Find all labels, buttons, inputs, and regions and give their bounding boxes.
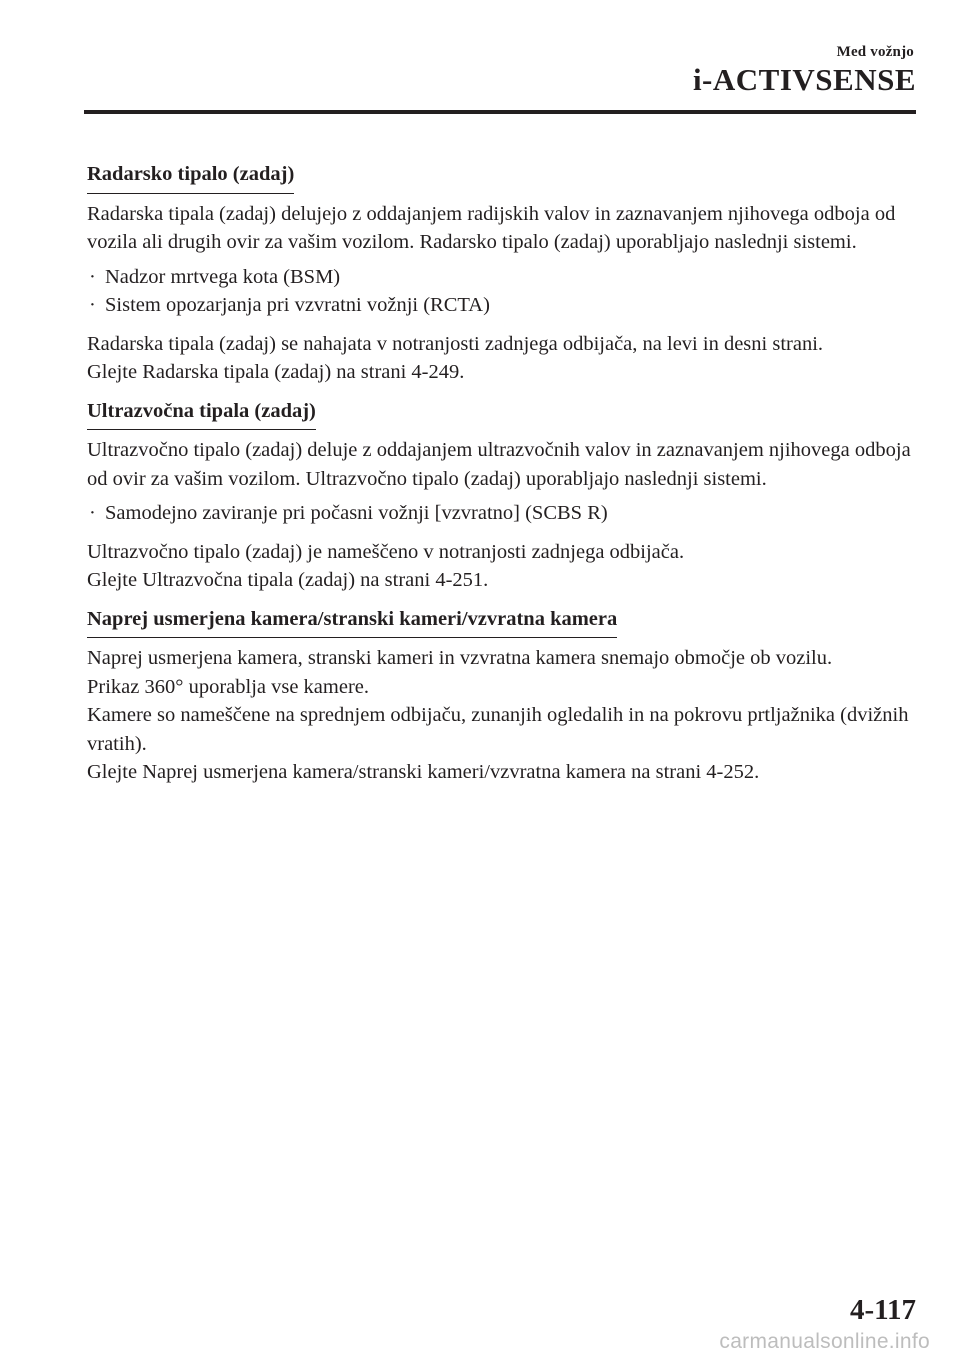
cross-reference: Glejte Naprej usmerjena kamera/stranski kameri/vzvratna kamera na strani 4-252.: [87, 761, 760, 783]
bullet-dot-icon: ·: [89, 502, 96, 524]
paragraph-line: Naprej usmerjena kamera, stranski kameri in vzvratna kamera snemajo območje ob vozilu.: [87, 647, 833, 669]
bullet-dot-icon: ·: [89, 294, 96, 316]
paragraph: [87, 330, 917, 387]
paragraph: [87, 538, 917, 595]
paragraph-line: Radarska tipala (zadaj) se nahajata v notranjosti zadnjega odbijača, na levi in desni strani.: [87, 332, 824, 355]
bullet-list: [87, 263, 917, 320]
paragraph: [87, 644, 917, 787]
section-ultrasonic-sensor: [87, 397, 917, 595]
paragraph-line: Ultrazvočno tipalo (zadaj) je nameščeno v notranjosti zadnjega odbijača.: [87, 540, 685, 563]
bullet-dot-icon: ·: [89, 265, 96, 288]
paragraph-line: Kamere so nameščene na sprednjem odbijaču, zunanjih ogledalih in na pokrovu prtljažnika (dvižnih vratih).: [87, 704, 909, 755]
cross-reference: Glejte Ultrazvočna tipala (zadaj) na strani 4-251.: [87, 569, 489, 591]
section-heading: Naprej usmerjena kamera/stranski kameri/vzvratna kamera: [87, 605, 617, 639]
paragraph: Radarska tipala (zadaj) delujejo z oddajanjem radijskih valov in zaznavanjem njihovega odboja od vozila ali drugih ovir za vašim vozilom. Radarsko tipalo (zadaj) uporabljajo naslednji sistemi.: [87, 202, 896, 253]
list-item-text: Nadzor mrtvega kota (BSM): [105, 265, 341, 288]
chapter-label: Med vožnjo: [836, 44, 914, 60]
section-heading: Radarsko tipalo (zadaj): [87, 160, 294, 194]
watermark: carmanualsonline.info: [719, 1330, 930, 1353]
list-item-text: Sistem opozarjanja pri vzvratni vožnji (RCTA): [105, 294, 490, 316]
paragraph: Ultrazvočno tipalo (zadaj) deluje z oddajanjem ultrazvočnih valov in zaznavanjem njihovega odboja od ovir za vašim vozilom. Ultrazvočno tipalo (zadaj) uporabljajo naslednji sistemi.: [87, 439, 911, 490]
section-title: i-ACTIVSENSE: [692, 62, 916, 97]
list-item-text: Samodejno zaviranje pri počasni vožnji [vzvratno] (SCBS R): [105, 502, 608, 524]
section-radar-sensor: [87, 160, 917, 387]
page-number: 4-117: [849, 1294, 916, 1326]
section-heading: Ultrazvočna tipala (zadaj): [87, 397, 316, 431]
page-content: [87, 160, 917, 797]
header-divider: [84, 110, 916, 114]
cross-reference: Glejte Radarska tipala (zadaj) na strani 4-249.: [87, 361, 465, 383]
section-cameras: [87, 605, 917, 787]
list-item: [89, 291, 917, 320]
bullet-list: [87, 499, 917, 528]
list-item: [89, 499, 917, 528]
list-item: [89, 263, 917, 292]
paragraph-line: Prikaz 360° uporablja vse kamere.: [87, 675, 370, 698]
